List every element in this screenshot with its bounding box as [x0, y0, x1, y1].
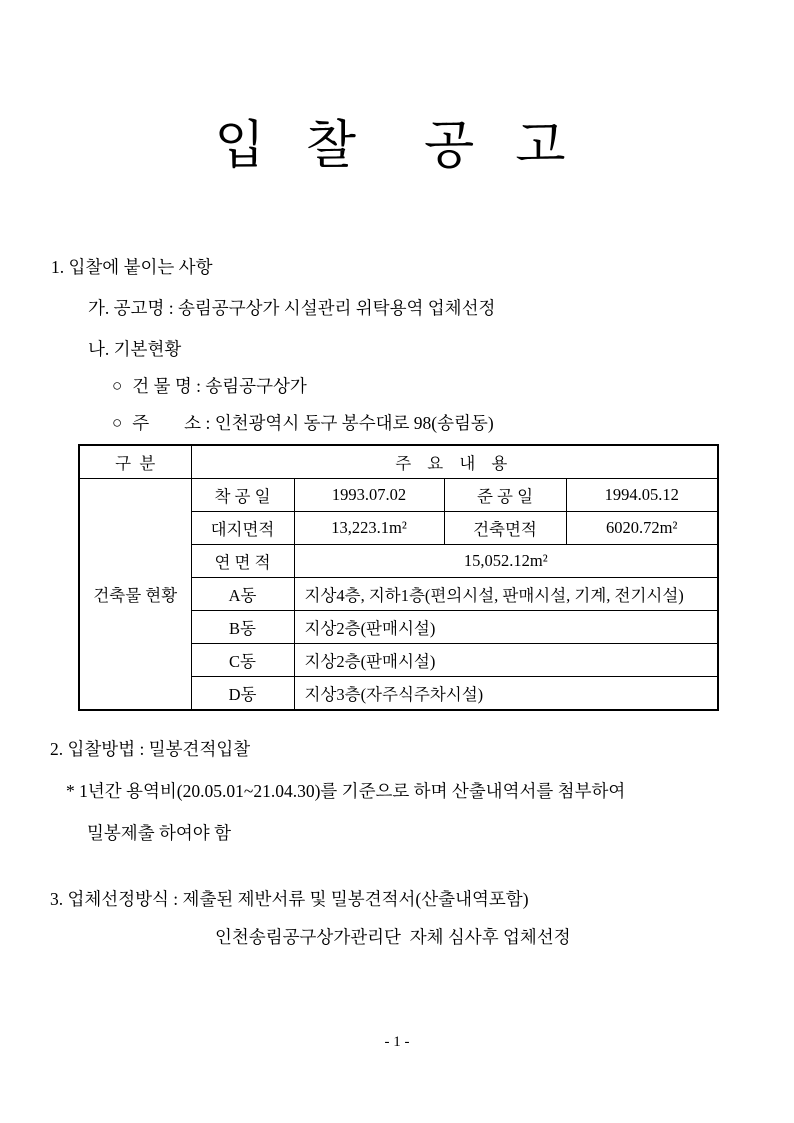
- building-area-value-cell: 6020.72m²: [566, 512, 718, 545]
- section1-item-na: 나. 기본현황: [88, 339, 182, 359]
- address-text: 주 소 : 인천광역시 동구 봉수대로 98(송림동): [132, 413, 494, 433]
- building-area-label-cell: 건축면적: [444, 512, 566, 545]
- start-date-value-cell: 1993.07.02: [294, 479, 444, 512]
- block-c-label-cell: C동: [191, 644, 294, 677]
- table-row: [79, 479, 718, 512]
- completion-date-label-cell: 준 공 일: [444, 479, 566, 512]
- group-label-cell: 건축물 현황: [79, 479, 191, 711]
- section2-note-line1: * 1년간 용역비(20.05.01~21.04.30)를 기준으로 하며 산출내역서를 첨부하여: [66, 781, 626, 801]
- document-title: 입 찰 공 고: [214, 118, 580, 175]
- completion-date-value-cell: 1994.05.12: [566, 479, 718, 512]
- building-name-line: [112, 374, 307, 398]
- total-floor-area-label-cell: 연 면 적: [191, 545, 294, 578]
- section3-line2: 인천송림공구상가관리단 자체 심사후 업체선정: [215, 927, 571, 947]
- section1-heading: 1. 입찰에 붙이는 사항: [51, 257, 213, 277]
- land-area-label-cell: 대지면적: [191, 512, 294, 545]
- block-a-value-cell: 지상4층, 지하1층(편의시설, 판매시설, 기계, 전기시설): [294, 578, 718, 611]
- section2-heading: 2. 입찰방법 : 밀봉견적입찰: [50, 739, 251, 759]
- land-area-value-cell: 13,223.1m²: [294, 512, 444, 545]
- section3-heading: 3. 업체선정방식 : 제출된 제반서류 및 밀봉견적서(산출내역포함): [50, 889, 529, 909]
- block-c-value-cell: 지상2층(판매시설): [294, 644, 718, 677]
- page-number: - 1 -: [384, 1034, 410, 1050]
- header-category-cell: 구 분: [79, 445, 191, 479]
- section1-item-ga: 가. 공고명 : 송림공구상가 시설관리 위탁용역 업체선정: [88, 298, 496, 318]
- circle-bullet-icon: ○: [112, 413, 123, 432]
- address-line: [112, 411, 494, 435]
- header-content-cell: 주 요 내 용: [191, 445, 718, 479]
- section2-note-line2: 밀봉제출 하여야 함: [87, 823, 231, 843]
- block-a-label-cell: A동: [191, 578, 294, 611]
- start-date-label-cell: 착 공 일: [191, 479, 294, 512]
- table-header-row: [79, 445, 718, 479]
- circle-bullet-icon: ○: [112, 376, 123, 395]
- block-b-value-cell: 지상2층(판매시설): [294, 611, 718, 644]
- block-b-label-cell: B동: [191, 611, 294, 644]
- block-d-value-cell: 지상3층(자주식주차시설): [294, 677, 718, 711]
- block-d-label-cell: D동: [191, 677, 294, 711]
- building-name-text: 건 물 명 : 송림공구상가: [132, 376, 307, 396]
- building-status-table: [78, 444, 719, 711]
- total-floor-area-value-cell: 15,052.12m²: [294, 545, 718, 578]
